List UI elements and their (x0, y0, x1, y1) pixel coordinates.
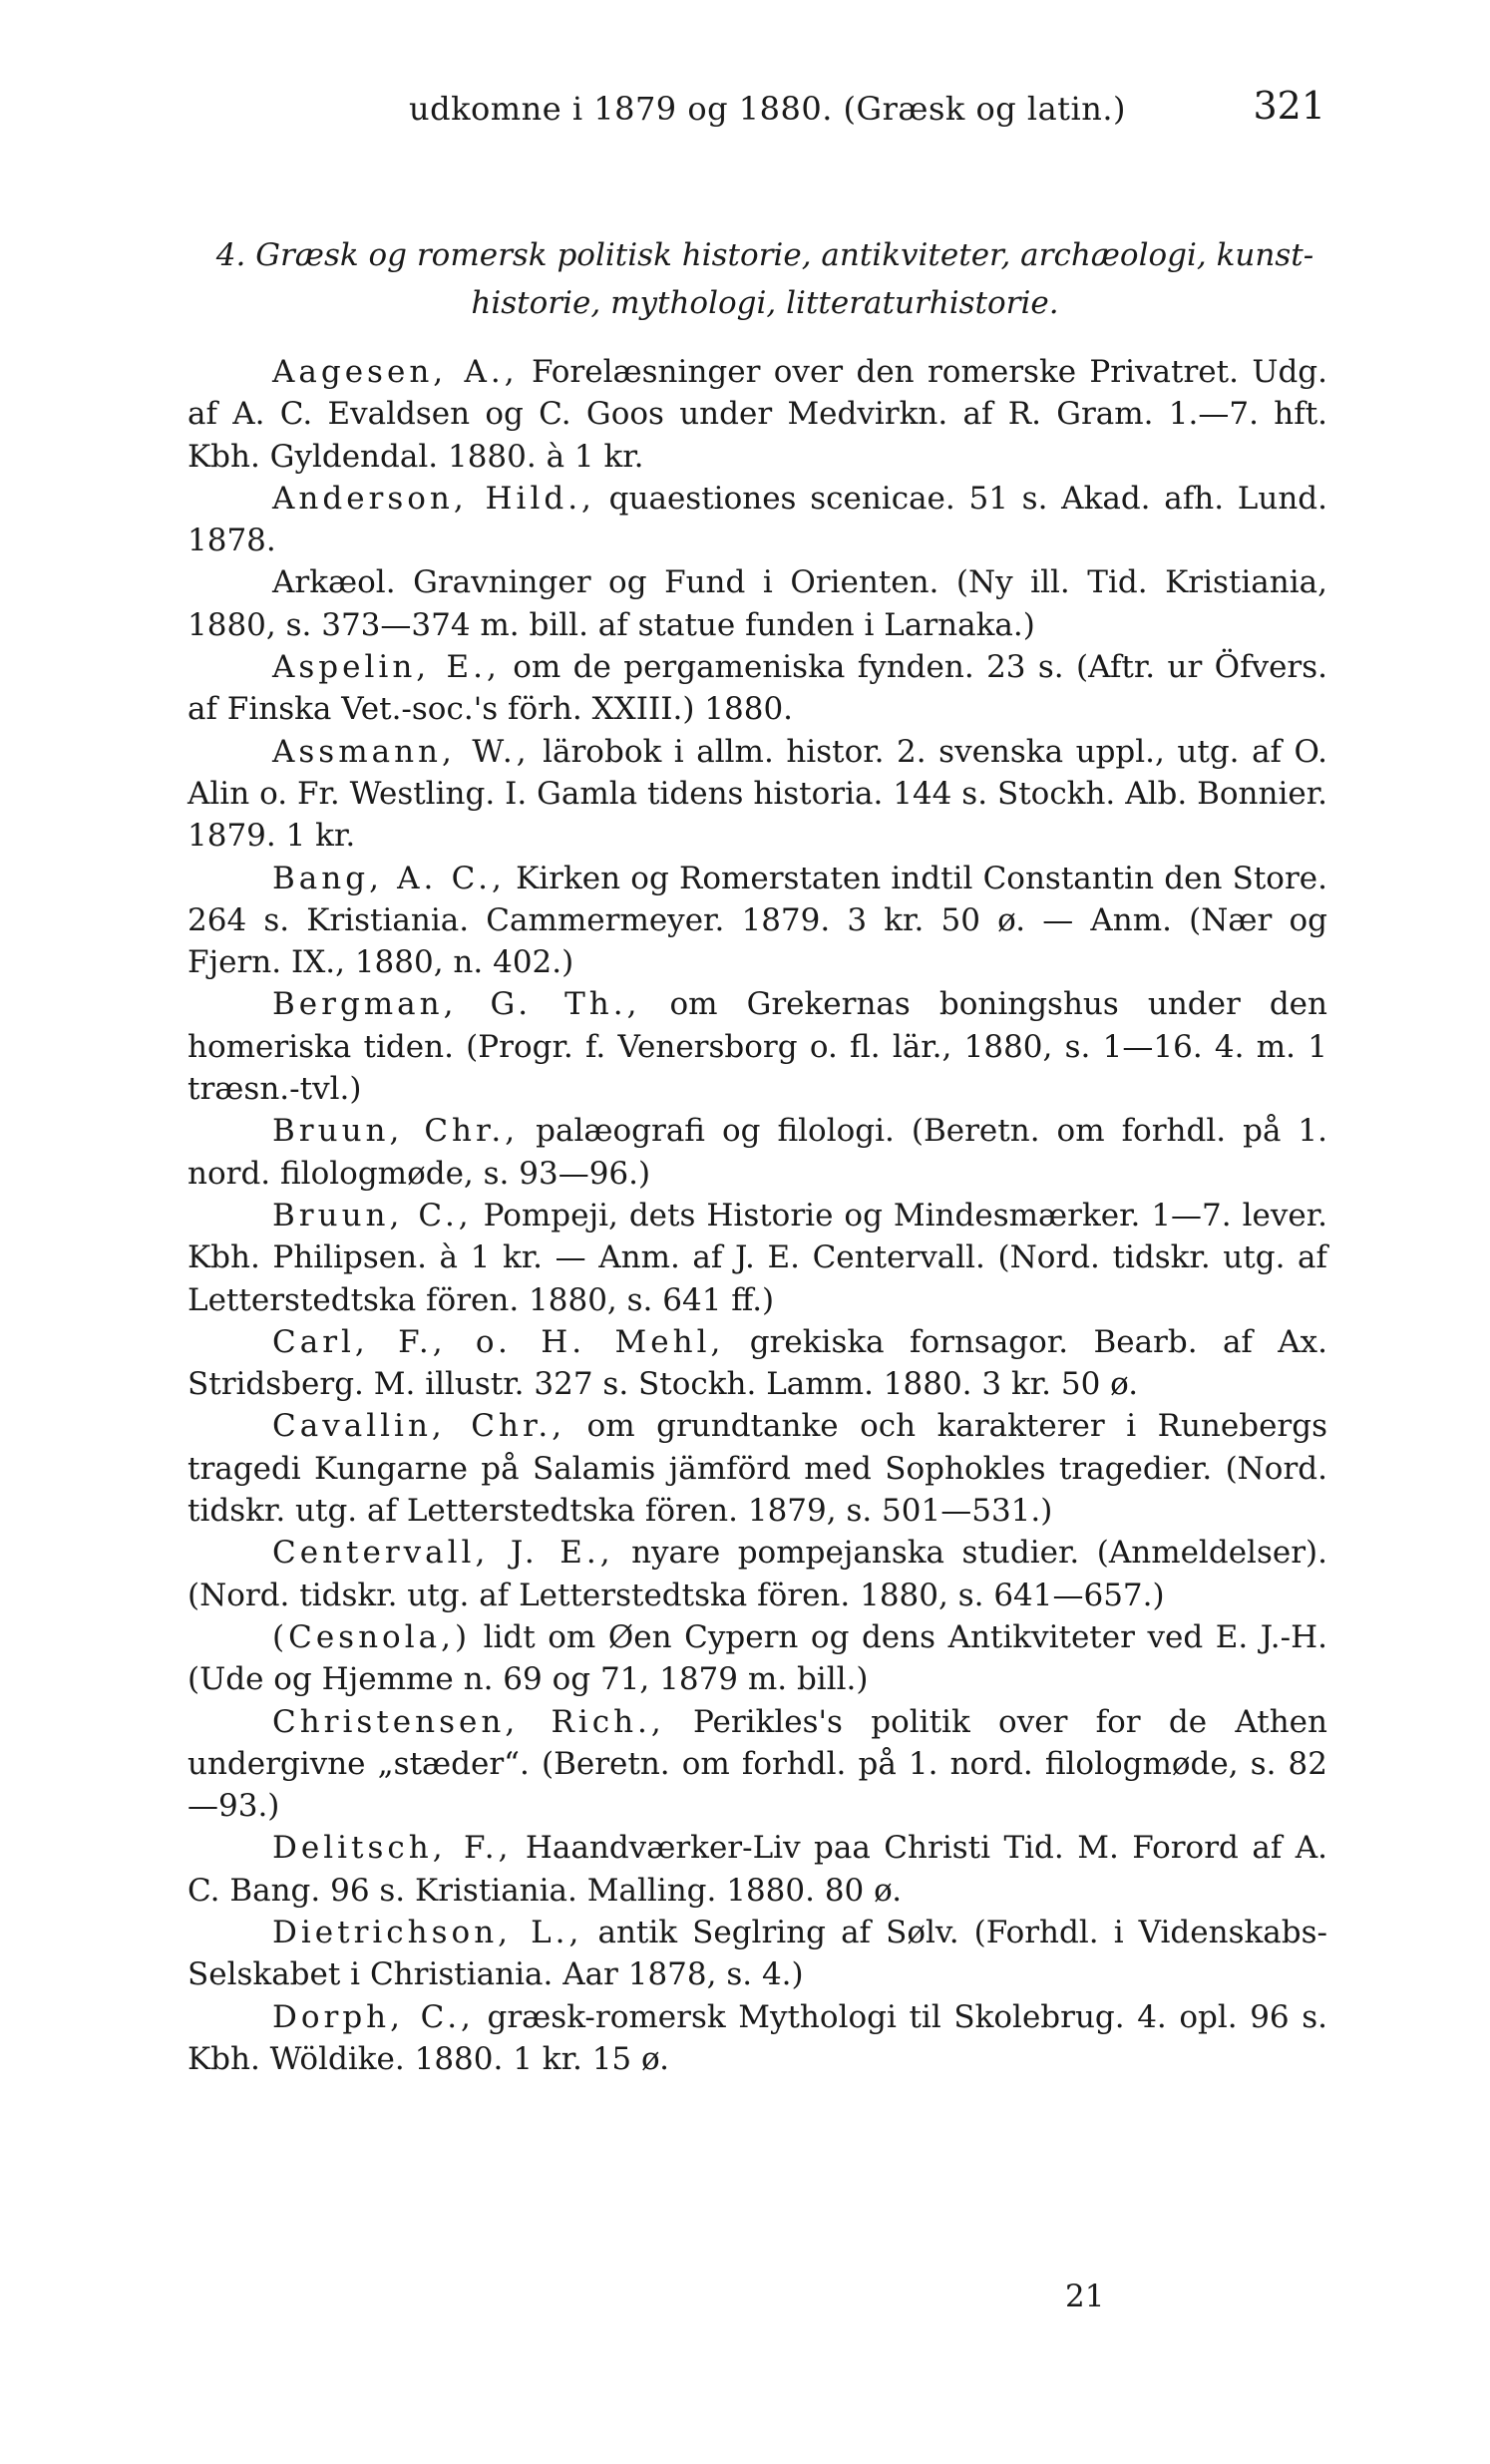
entry-text: palæografi og filologi. (Beretn. om forhdl. på 1. nord. filologmøde, s. 93—96.) (187, 1113, 1327, 1192)
bibliography-entry (187, 1405, 1327, 1532)
bibliography-entry (187, 1321, 1327, 1406)
entry-author: Christensen, Rich., (272, 1703, 665, 1740)
bibliography-entry (187, 1827, 1327, 1912)
bibliography-entry (187, 983, 1327, 1110)
entry-text: Pompeji, dets Historie og Mindesmærker. 1—7. lever. Kbh. Philipsen. à 1 kr. — Anm. af J. E. Centervall. (Nord. tidskr. utg. af Letterstedtska fören. 1880, s. 641 ff.) (187, 1197, 1327, 1318)
section-heading-line-2: historie, mythologi, litteraturhistorie. (471, 285, 1059, 321)
entry-text: græsk-romersk Mythologi til Skolebrug. 4. opl. 96 s. Kbh. Wöldike. 1880. 1 kr. 15 ø. (187, 1998, 1327, 2077)
bibliography-entry (187, 1701, 1327, 1828)
entry-author: Aspelin, E., (272, 649, 501, 686)
bibliography-entry (187, 351, 1327, 478)
entry-text: antik Seglring af Sølv. (Forhdl. i Videnskabs-Selskabet i Christiania. Aar 1878, s. 4.) (187, 1914, 1327, 1993)
entry-author: Anderson, Hild., (272, 480, 595, 517)
entry-text: Kirken og Romerstaten indtil Constantin den Store. 264 s. Kristiania. Cammermeyer. 1879. 3 kr. 50 ø. — Anm. (Nær og Fjern. IX., 1880, n. 402.) (187, 860, 1327, 981)
running-header-title: udkomne i 1879 og 1880. (Græsk og latin.) (409, 90, 1127, 128)
bibliography-entry (187, 1616, 1327, 1701)
entry-author: Dietrichson, L., (272, 1914, 583, 1950)
entry-text: nyare pompejanska studier. (Anmeldelser). (Nord. tidskr. utg. af Letterstedtska fören. 1880, s. 641—657.) (187, 1535, 1327, 1613)
entry-author: Delitsch, F., (272, 1830, 513, 1867)
entry-author: Centervall, J. E., (272, 1535, 614, 1572)
entry-author: Carl, F., o. H. Mehl, (272, 1323, 725, 1360)
entry-text: om de pergameniska fynden. 23 s. (Aftr. ur Öfvers. af Finska Vet.-soc.'s förh. XXIII.) 1880. (187, 649, 1328, 728)
bibliography-entry (187, 1996, 1327, 2081)
entry-text: om Grekernas boningshus under den homeriska tiden. (Progr. f. Venersborg o. fl. lär., 1880, s. 1—16. 4. m. 1 træsn.-tvl.) (187, 986, 1327, 1108)
entry-author: Bruun, Chr., (272, 1113, 520, 1150)
entry-text: Forelæsninger over den romerske Privatret. Udg. af A. C. Evaldsen og C. Goos under Medvirkn. af R. Gram. 1.—7. hft. Kbh. Gyldendal. 1880. à 1 kr. (187, 354, 1327, 475)
entry-text: Arkæol. Gravninger og Fund i Orienten. (Ny ill. Tid. Kristiania, 1880, s. 373—374 m. bill. af statue funden i Larnaka.) (187, 564, 1327, 643)
section-heading (204, 231, 1325, 327)
entry-text: Perikles's politik over for de Athen undergivne „stæder“. (Beretn. om forhdl. på 1. nord. filologmøde, s. 82—93.) (187, 1703, 1327, 1825)
entry-text: quaestiones scenicae. 51 s. Akad. afh. Lund. 1878. (187, 480, 1327, 559)
entry-author: Aagesen, A., (272, 354, 519, 390)
bibliography-entry (187, 731, 1327, 858)
entry-text: lidt om Øen Cypern og dens Antikviteter ved E. J.-H. (Ude og Hjemme n. 69 og 71, 1879 m. bill.) (187, 1618, 1327, 1698)
bibliography-entry (187, 1195, 1327, 1321)
entry-author: Cavallin, Chr., (272, 1408, 566, 1445)
entry-author: Dorph, C., (272, 1998, 475, 2035)
entry-text: om grundtanke och karakterer i Runebergs tragedi Kungarne på Salamis jämförd med Sophokles tragedier. (Nord. tidskr. utg. af Letterstedtska fören. 1879, s. 501—531.) (187, 1408, 1327, 1530)
bibliography-entry (187, 646, 1327, 731)
entry-author: (Cesnola,) (272, 1618, 472, 1655)
entry-author: Bruun, C., (272, 1197, 473, 1233)
signature-mark: 21 (1065, 2279, 1105, 2314)
bibliography-list (187, 351, 1327, 2080)
bibliography-entry (187, 1110, 1327, 1195)
entry-text: Haandværker-Liv paa Christi Tid. M. Forord af A. C. Bang. 96 s. Kristiania. Malling. 1880. 80 ø. (187, 1830, 1327, 1909)
entry-author: Bang, A. C., (272, 860, 506, 896)
entry-author: Bergman, G. Th., (272, 986, 641, 1023)
bibliography-entry (187, 478, 1327, 562)
bibliography-entry (187, 1532, 1327, 1616)
running-header (185, 82, 1325, 132)
bibliography-entry (187, 858, 1327, 984)
page-number: 321 (1253, 84, 1325, 128)
bibliography-entry (187, 561, 1327, 646)
bibliography-entry (187, 1912, 1327, 1996)
entry-text: grekiska fornsagor. Bearb. af Ax. Stridsberg. M. illustr. 327 s. Stockh. Lamm. 1880. 3 kr. 50 ø. (187, 1323, 1328, 1403)
entry-author: Assmann, W., (272, 733, 531, 770)
section-heading-line-1: 4. Græsk og romersk politisk historie, antikviteter, archæologi, kunst- (215, 237, 1314, 273)
entry-text: lärobok i allm. histor. 2. svenska uppl., utg. af O. Alin o. Fr. Westling. I. Gamla tidens historia. 144 s. Stockh. Alb. Bonnier. 1879. 1 kr. (187, 733, 1328, 855)
